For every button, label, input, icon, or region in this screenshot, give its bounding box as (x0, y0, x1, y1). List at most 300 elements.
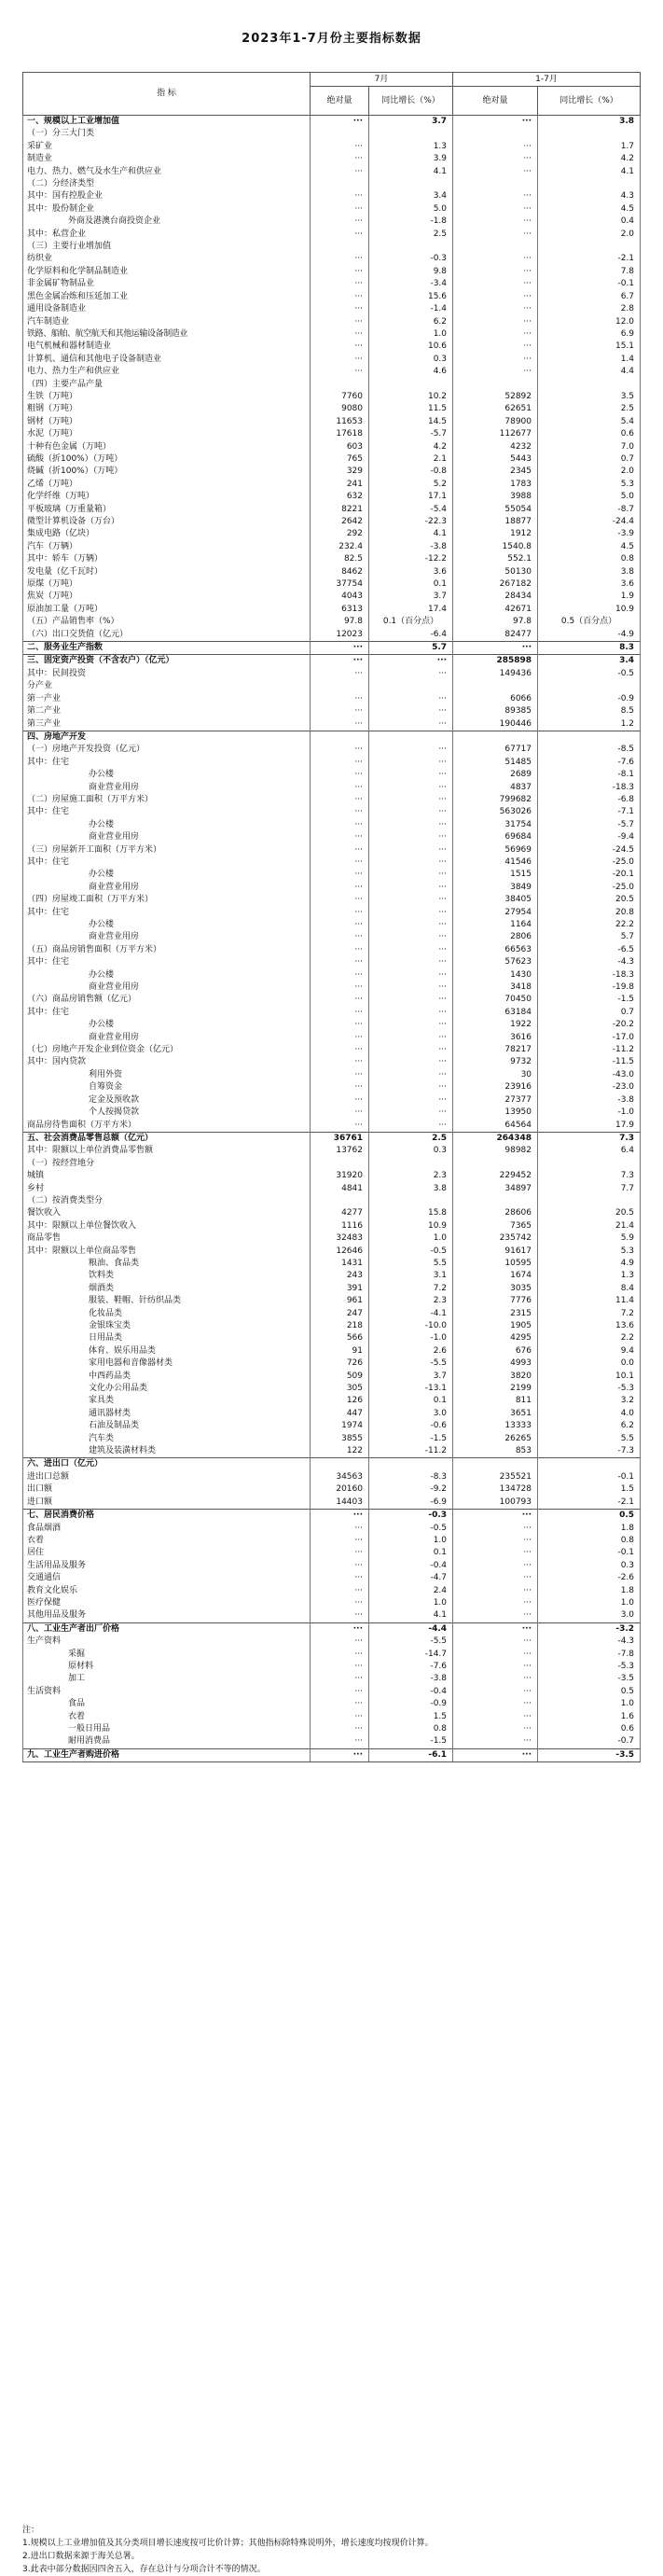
july-absolute: ··· (311, 1609, 369, 1622)
footnote-line: 注： (22, 2526, 40, 2535)
july-yoy: -5.5 (369, 1636, 453, 1648)
table-row (23, 1081, 641, 1093)
jan-jul-yoy: -3.9 (538, 528, 641, 540)
july-yoy: 5.2 (369, 479, 453, 491)
row-label: 其中：住宅 (23, 757, 311, 769)
jan-jul-yoy: 0.5（百分点） (538, 616, 641, 628)
july-yoy: 3.1 (369, 1270, 453, 1282)
july-yoy: ··· (369, 693, 453, 705)
july-yoy: ··· (369, 757, 453, 769)
table-row (23, 1723, 641, 1735)
jan-jul-yoy: -11.5 (538, 1056, 641, 1068)
row-label: 教育文化娱乐 (23, 1585, 311, 1597)
table-row (23, 566, 641, 578)
jan-jul-yoy: 21.4 (538, 1220, 641, 1232)
indicator-table (22, 72, 641, 1762)
jan-jul-yoy: -7.3 (538, 1445, 641, 1458)
row-label: 办公楼 (23, 1019, 311, 1031)
jan-jul-yoy: 20.8 (538, 907, 641, 919)
jan-jul-absolute: ··· (453, 303, 538, 315)
july-absolute: ··· (311, 994, 369, 1006)
row-label: 化学原料和化学制品制造业 (23, 266, 311, 278)
row-label: 其中：股份制企业 (23, 203, 311, 216)
row-label: 石油及制品类 (23, 1420, 311, 1432)
table-row (23, 153, 641, 165)
jan-jul-yoy (538, 731, 641, 744)
july-absolute: ··· (311, 919, 369, 931)
table-row (23, 642, 641, 655)
jan-jul-absolute: ··· (453, 1523, 538, 1535)
july-yoy: -0.3 (369, 1510, 453, 1523)
july-yoy: ··· (369, 769, 453, 781)
row-label: 第二产业 (23, 705, 311, 717)
row-label: 办公楼 (23, 819, 311, 831)
july-yoy: 1.0 (369, 1597, 453, 1609)
july-yoy: 1.0 (369, 328, 453, 341)
jan-jul-yoy: 0.8 (538, 1535, 641, 1547)
july-absolute: ··· (311, 693, 369, 705)
row-label: 四、房地产开发 (23, 731, 311, 744)
jan-jul-absolute (453, 1458, 538, 1471)
row-label: 自筹资金 (23, 1081, 311, 1093)
jan-jul-absolute: 50130 (453, 566, 538, 578)
july-yoy: ··· (369, 844, 453, 856)
july-yoy: 3.9 (369, 153, 453, 165)
july-absolute: ··· (311, 1560, 369, 1572)
table-row (23, 1420, 641, 1432)
july-yoy: ··· (369, 956, 453, 968)
row-label: 三、固定资产投资（不含农户）（亿元） (23, 655, 311, 668)
jan-jul-yoy: -18.3 (538, 782, 641, 794)
table-row (23, 303, 641, 315)
row-label: 六、进出口（亿元） (23, 1458, 311, 1471)
jan-jul-yoy: 4.4 (538, 366, 641, 378)
july-absolute: ··· (311, 956, 369, 968)
jan-jul-absolute: 7776 (453, 1295, 538, 1307)
row-label: 体育、娱乐用品类 (23, 1345, 311, 1358)
july-absolute: ··· (311, 1547, 369, 1559)
table-row (23, 1483, 641, 1496)
jan-jul-absolute: ··· (453, 1510, 538, 1523)
july-absolute: 1116 (311, 1220, 369, 1232)
jan-jul-absolute: 1674 (453, 1270, 538, 1282)
july-absolute: ··· (311, 1661, 369, 1673)
table-row (23, 831, 641, 843)
jan-jul-yoy: 7.8 (538, 266, 641, 278)
july-absolute: 12023 (311, 629, 369, 642)
jan-jul-absolute: 28434 (453, 591, 538, 603)
table-row (23, 1007, 641, 1019)
jan-jul-yoy: 5.3 (538, 479, 641, 491)
july-yoy: -22.3 (369, 516, 453, 528)
july-absolute: 20160 (311, 1483, 369, 1496)
july-absolute: 2642 (311, 516, 369, 528)
jan-jul-yoy: 2.8 (538, 303, 641, 315)
row-label: 中西药品类 (23, 1371, 311, 1383)
july-absolute: 126 (311, 1395, 369, 1407)
july-absolute: 12646 (311, 1246, 369, 1258)
jan-jul-absolute: ··· (453, 1723, 538, 1735)
jan-jul-yoy: -4.3 (538, 956, 641, 968)
july-yoy: ··· (369, 1094, 453, 1107)
july-absolute: 603 (311, 441, 369, 453)
jan-jul-absolute: 2345 (453, 466, 538, 478)
jan-jul-yoy: 0.7 (538, 1007, 641, 1019)
jan-jul-absolute: 7365 (453, 1220, 538, 1232)
row-label: 第三产业 (23, 718, 311, 731)
july-absolute (311, 178, 369, 190)
jan-jul-absolute: 57623 (453, 956, 538, 968)
jan-jul-absolute: 23916 (453, 1081, 538, 1093)
july-yoy (369, 731, 453, 744)
july-yoy: 1.3 (369, 141, 453, 153)
table-row (23, 190, 641, 202)
row-label: （一）房地产开发投资（亿元） (23, 744, 311, 756)
july-absolute: ··· (311, 153, 369, 165)
row-label: 原煤（万吨） (23, 578, 311, 591)
july-yoy: 0.3 (369, 1145, 453, 1157)
table-row (23, 1258, 641, 1270)
jan-jul-absolute: 229452 (453, 1170, 538, 1182)
jan-jul-yoy: 0.4 (538, 216, 641, 228)
july-absolute: ··· (311, 278, 369, 290)
july-absolute: ··· (311, 944, 369, 956)
july-absolute (311, 1158, 369, 1170)
jan-jul-yoy: -6.8 (538, 794, 641, 806)
jan-jul-absolute: 235521 (453, 1471, 538, 1483)
july-absolute: 726 (311, 1358, 369, 1370)
table-row (23, 744, 641, 756)
july-yoy (369, 680, 453, 692)
jan-jul-absolute: 1912 (453, 528, 538, 540)
row-label: 七、居民消费价格 (23, 1510, 311, 1523)
jan-jul-yoy: 5.9 (538, 1232, 641, 1245)
july-yoy: -7.6 (369, 1661, 453, 1673)
jan-jul-absolute: ··· (453, 1673, 538, 1685)
july-yoy: 17.4 (369, 604, 453, 616)
jan-jul-yoy: 12.0 (538, 316, 641, 328)
july-yoy: ··· (369, 1056, 453, 1068)
row-label: 商品零售 (23, 1232, 311, 1245)
july-yoy: -1.4 (369, 303, 453, 315)
row-label: （三）主要行业增加值 (23, 241, 311, 253)
july-yoy: ··· (369, 668, 453, 680)
july-absolute: ··· (311, 141, 369, 153)
jan-jul-yoy: -43.0 (538, 1069, 641, 1081)
jan-jul-absolute: ··· (453, 153, 538, 165)
jan-jul-yoy: -20.1 (538, 869, 641, 881)
jan-jul-absolute: 28606 (453, 1207, 538, 1219)
jan-jul-absolute: 27377 (453, 1094, 538, 1107)
july-absolute: ··· (311, 1056, 369, 1068)
row-label: 生活资料 (23, 1686, 311, 1698)
table-row (23, 1711, 641, 1723)
row-label: 汽车类 (23, 1433, 311, 1445)
july-absolute: 232.4 (311, 541, 369, 553)
july-absolute: 14403 (311, 1497, 369, 1510)
jan-jul-yoy: 9.4 (538, 1345, 641, 1358)
jan-jul-yoy: 6.4 (538, 1145, 641, 1157)
july-absolute: ··· (311, 1636, 369, 1648)
table-row (23, 919, 641, 931)
july-yoy: ··· (369, 919, 453, 931)
jan-jul-yoy: 0.5 (538, 1510, 641, 1523)
table-row (23, 782, 641, 794)
july-yoy: 0.1（百分点） (369, 616, 453, 628)
table-row (23, 1585, 641, 1597)
july-absolute: 36761 (311, 1132, 369, 1145)
row-label: 黑色金属冶炼和压延加工业 (23, 291, 311, 303)
table-row (23, 1132, 641, 1145)
july-absolute: ··· (311, 229, 369, 241)
july-yoy (369, 1158, 453, 1170)
july-absolute: 765 (311, 453, 369, 466)
row-label: （一）分三大门类 (23, 128, 311, 140)
jan-jul-yoy: 4.0 (538, 1408, 641, 1420)
jan-jul-yoy: -7.8 (538, 1649, 641, 1661)
july-absolute: 4043 (311, 591, 369, 603)
row-label: 其中：限额以上单位餐饮收入 (23, 1220, 311, 1232)
july-absolute: 17618 (311, 428, 369, 440)
july-yoy: ··· (369, 1107, 453, 1119)
table-row (23, 316, 641, 328)
jan-jul-absolute: ··· (453, 278, 538, 290)
jan-jul-yoy: -5.3 (538, 1661, 641, 1673)
jan-jul-yoy: 15.1 (538, 341, 641, 353)
july-yoy: ··· (369, 894, 453, 906)
july-absolute: ··· (311, 1585, 369, 1597)
july-absolute: ··· (311, 1007, 369, 1019)
row-label: 医疗保健 (23, 1597, 311, 1609)
table-row (23, 278, 641, 290)
table-row (23, 1535, 641, 1547)
july-absolute: ··· (311, 642, 369, 655)
table-row (23, 806, 641, 818)
table-row (23, 604, 641, 616)
july-yoy: -6.4 (369, 629, 453, 642)
table-row (23, 1220, 641, 1232)
jan-jul-absolute: 3418 (453, 982, 538, 994)
table-row (23, 553, 641, 565)
row-label: 利用外资 (23, 1069, 311, 1081)
jan-jul-absolute: 267182 (453, 578, 538, 591)
jan-jul-yoy: 4.2 (538, 153, 641, 165)
july-yoy: 14.5 (369, 416, 453, 428)
jan-jul-absolute: ··· (453, 116, 538, 129)
row-label: 粗钢（万吨） (23, 403, 311, 415)
jan-jul-absolute: 56969 (453, 844, 538, 856)
jan-jul-yoy: 17.9 (538, 1120, 641, 1133)
row-label: 硫酸（折100%）（万吨） (23, 453, 311, 466)
july-yoy: 9.8 (369, 266, 453, 278)
yoy-header: 同比增长（%） (369, 87, 453, 116)
jan-jul-yoy: -2.1 (538, 253, 641, 265)
jan-jul-absolute: 799682 (453, 794, 538, 806)
jan-jul-yoy: 0.6 (538, 1723, 641, 1735)
jan-jul-yoy: 0.7 (538, 453, 641, 466)
table-row (23, 769, 641, 781)
july-absolute: ··· (311, 856, 369, 869)
table-row (23, 229, 641, 241)
july-yoy: 15.6 (369, 291, 453, 303)
jan-jul-absolute (453, 731, 538, 744)
july-yoy: 4.6 (369, 366, 453, 378)
july-absolute: ··· (311, 1069, 369, 1081)
jan-jul-absolute: ··· (453, 216, 538, 228)
july-yoy: -3.4 (369, 278, 453, 290)
jan-jul-absolute: ··· (453, 366, 538, 378)
july-absolute: ··· (311, 1094, 369, 1107)
jan-jul-yoy (538, 241, 641, 253)
row-label: （六）出口交货值（亿元） (23, 629, 311, 642)
july-yoy: ··· (369, 1069, 453, 1081)
july-absolute: 97.8 (311, 616, 369, 628)
july-yoy: -9.2 (369, 1483, 453, 1496)
row-label: 一般日用品 (23, 1723, 311, 1735)
july-yoy: -3.8 (369, 1673, 453, 1685)
july-yoy: ··· (369, 944, 453, 956)
jan-jul-absolute: 1905 (453, 1320, 538, 1332)
july-yoy: 11.5 (369, 403, 453, 415)
jan-jul-absolute: ··· (453, 1585, 538, 1597)
table-row (23, 1295, 641, 1307)
row-label: （一）按经营地分 (23, 1158, 311, 1170)
july-yoy: 0.8 (369, 1723, 453, 1735)
jan-jul-yoy: -7.6 (538, 757, 641, 769)
row-label: 焦炭（万吨） (23, 591, 311, 603)
july-absolute: ··· (311, 1572, 369, 1584)
table-row (23, 466, 641, 478)
table-row (23, 1069, 641, 1081)
jan-jul-absolute: ··· (453, 1560, 538, 1572)
jan-jul-yoy: -25.0 (538, 882, 641, 894)
row-label: 化妆品类 (23, 1308, 311, 1320)
jan-jul-absolute (453, 128, 538, 140)
table-row (23, 1358, 641, 1370)
row-label: 商业营业用房 (23, 782, 311, 794)
footnotes (22, 2524, 640, 2576)
jan-jul-absolute: ··· (453, 1649, 538, 1661)
july-yoy: 0.1 (369, 578, 453, 591)
july-absolute: ··· (311, 1686, 369, 1698)
table-row (23, 894, 641, 906)
july-absolute (311, 241, 369, 253)
july-absolute: ··· (311, 328, 369, 341)
row-label: 生铁（万吨） (23, 391, 311, 403)
july-yoy: 4.2 (369, 441, 453, 453)
row-label: 办公楼 (23, 969, 311, 982)
row-label: 纺织业 (23, 253, 311, 265)
july-yoy: 0.3 (369, 354, 453, 366)
jan-jul-absolute: 3988 (453, 491, 538, 503)
table-row (23, 1686, 641, 1698)
july-absolute (311, 379, 369, 391)
jan-jul-absolute: 4232 (453, 441, 538, 453)
jan-jul-yoy: -4.9 (538, 629, 641, 642)
jan-jul-yoy (538, 379, 641, 391)
july-absolute: 6313 (311, 604, 369, 616)
jan-jul-yoy: 4.5 (538, 541, 641, 553)
jan-jul-absolute: 82477 (453, 629, 538, 642)
jan-jul-absolute: 13333 (453, 1420, 538, 1432)
jan-jul-absolute: 149436 (453, 668, 538, 680)
july-absolute: 31920 (311, 1170, 369, 1182)
table-row (23, 1445, 641, 1458)
row-label: 办公楼 (23, 919, 311, 931)
row-label: （五）产品销售率（%） (23, 616, 311, 628)
row-label: 外商及港澳台商投资企业 (23, 216, 311, 228)
july-absolute: ··· (311, 982, 369, 994)
table-row (23, 1622, 641, 1636)
july-yoy: -0.5 (369, 1523, 453, 1535)
jan-jul-yoy: -8.7 (538, 504, 641, 516)
july-yoy: 2.6 (369, 1345, 453, 1358)
july-yoy: -0.6 (369, 1420, 453, 1432)
july-yoy: -1.0 (369, 1332, 453, 1344)
row-label: 乙烯（万吨） (23, 479, 311, 491)
table-row (23, 757, 641, 769)
table-row (23, 328, 641, 341)
table-row (23, 1408, 641, 1420)
jan-jul-yoy: 5.5 (538, 1433, 641, 1445)
jan-jul-yoy: -17.0 (538, 1032, 641, 1044)
july-absolute: 34563 (311, 1471, 369, 1483)
jan-jul-absolute: ··· (453, 328, 538, 341)
jan-jul-yoy: -3.2 (538, 1622, 641, 1636)
july-absolute: ··· (311, 1120, 369, 1133)
row-label: 八、工业生产者出厂价格 (23, 1622, 311, 1636)
july-yoy: -0.5 (369, 1246, 453, 1258)
row-label: 计算机、通信和其他电子设备制造业 (23, 354, 311, 366)
jan-jul-yoy: -0.1 (538, 1471, 641, 1483)
table-row (23, 1107, 641, 1119)
row-label: 其中：住宅 (23, 806, 311, 818)
july-absolute: 37754 (311, 578, 369, 591)
jan-jul-absolute: 3849 (453, 882, 538, 894)
jan-jul-absolute: 41546 (453, 856, 538, 869)
table-row (23, 1308, 641, 1320)
row-label: 平板玻璃（万重量箱） (23, 504, 311, 516)
row-label: 其中：民间投资 (23, 668, 311, 680)
row-label: 餐饮收入 (23, 1207, 311, 1219)
july-absolute: ··· (311, 116, 369, 129)
row-label: 乡村 (23, 1183, 311, 1195)
july-absolute: ··· (311, 1748, 369, 1761)
jan-jul-yoy: 4.3 (538, 190, 641, 202)
jan-jul-absolute: 563026 (453, 806, 538, 818)
july-yoy: 3.4 (369, 190, 453, 202)
table-row (23, 479, 641, 491)
table-row (23, 1246, 641, 1258)
row-label: 商业营业用房 (23, 831, 311, 843)
row-label: 第一产业 (23, 693, 311, 705)
row-label: 日用品类 (23, 1332, 311, 1344)
july-absolute: ··· (311, 819, 369, 831)
july-absolute (311, 1458, 369, 1471)
table-body (23, 116, 641, 1762)
jan-jul-absolute: 1783 (453, 479, 538, 491)
july-yoy: ··· (369, 744, 453, 756)
july-yoy: 2.1 (369, 453, 453, 466)
jan-jul-absolute: 1515 (453, 869, 538, 881)
july-absolute: ··· (311, 882, 369, 894)
july-yoy: 0.1 (369, 1395, 453, 1407)
table-row (23, 1649, 641, 1661)
jan-jul-absolute: ··· (453, 1572, 538, 1584)
jan-jul-absolute: ··· (453, 1686, 538, 1698)
table-row (23, 391, 641, 403)
july-yoy: ··· (369, 1032, 453, 1044)
